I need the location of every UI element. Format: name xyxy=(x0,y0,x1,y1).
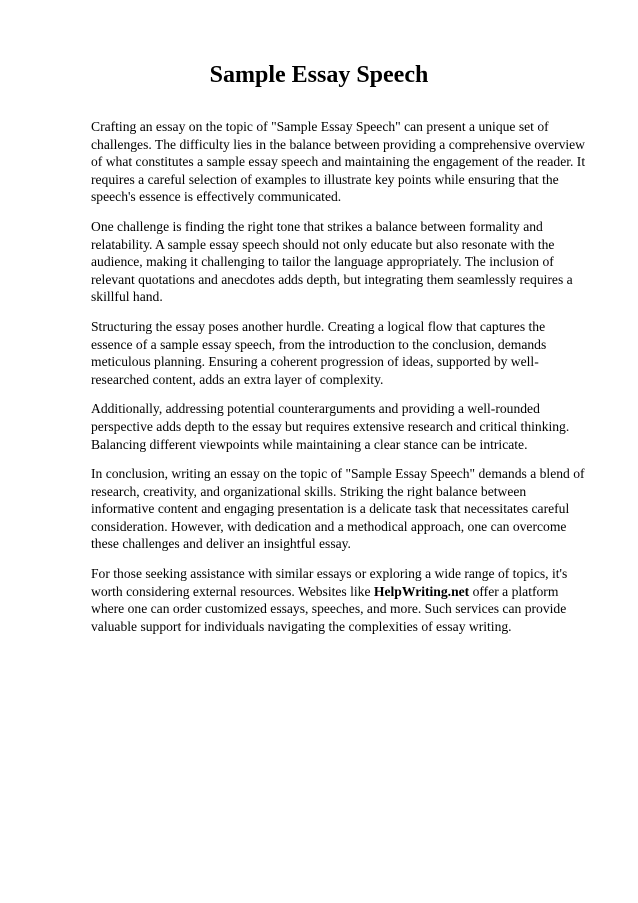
paragraph-6-before-link: For those seeking assistance with similar essays or exploring a wide range of topics, it's worth considering external resources. Websites like xyxy=(91,566,568,599)
paragraph-2: One challenge is finding the right tone that strikes a balance between formality and relatability. A sample essay speech should not only educate but also resonate with the audience, making it challenging to tailor the language appropriately. The inclusion of relevant quotations and anecdotes adds depth, but integrating them seamlessly requires a skillful hand. xyxy=(91,218,573,305)
helpwriting-link[interactable]: HelpWriting.net xyxy=(373,583,470,599)
paragraph-3: Structuring the essay poses another hurdle. Creating a logical flow that captures the essence of a sample essay speech, from the introduction to the conclusion, demands meticulous planning. Ensuring a coherent progression of ideas, supported by well-researched content, adds an extra layer of complexity. xyxy=(91,318,547,387)
paragraph-1: Crafting an essay on the topic of "Sample Essay Speech" can present a unique set of challenges. The difficulty lies in the balance between providing a comprehensive overview of what constitutes a sample essay speech and maintaining the engagement of the reader. It requires a careful selection of examples to illustrate key points while ensuring that the speech's essence is effectively communicated. xyxy=(91,119,586,205)
paragraph-6-after-link: offer a platform where one can order customized essays, speeches, and more. Such services can provide valuable support for individuals navigating the complexities of essay writing. xyxy=(91,583,567,634)
paragraph-4: Additionally, addressing potential counterarguments and providing a well-rounded perspective adds depth to the essay but requires extensive research and critical thinking. Balancing different viewpoints while maintaining a clear stance can be intricate. xyxy=(91,401,570,452)
document-title: Sample Essay Speech xyxy=(209,62,429,88)
paragraph-6 xyxy=(91,565,590,635)
paragraph-5: In conclusion, writing an essay on the topic of "Sample Essay Speech" demands a blend of research, creativity, and organizational skills. Striking the right balance between informative content and engaging presentation is a delicate task that necessitates careful consideration. However, with dedication and a methodical approach, one can overcome these challenges and deliver an insightful essay. xyxy=(91,466,585,552)
